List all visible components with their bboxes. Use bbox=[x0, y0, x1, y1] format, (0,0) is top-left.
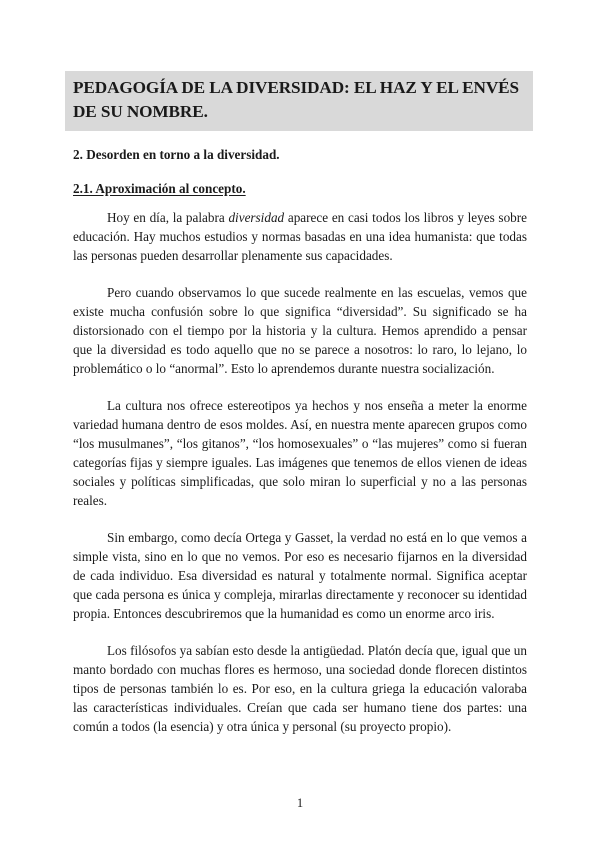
paragraph: Los filósofos ya sabían esto desde la antigüedad. Platón decía que, igual que un manto bordado con muchas flores es hermoso, una sociedad donde florecen distintos tipos de personas también lo es. Por eso, en la cultura griega la educación valoraba las características individuales. Creían que cada ser humano tiene dos partes: una común a todos (la esencia) y otra única y personal (su proyecto propio). bbox=[73, 643, 527, 734]
page-number: 1 bbox=[296, 796, 304, 810]
paragraph-text: Hoy en día, la palabra bbox=[107, 210, 229, 225]
subsection-heading: 2.1. Aproximación al concepto. bbox=[73, 181, 246, 196]
paragraph: Sin embargo, como decía Ortega y Gasset, la verdad no está en lo que vemos a simple vista, sino en lo que no vemos. Por eso es necesario fijarnos en la diversidad de cada individuo. Esa diversidad es natural y totalmente normal. Significa aceptar que cada persona es única y compleja, mirarlas directamente y reconocer su identidad propia. Entonces descubriremos que la humanidad es como un enorme arco iris. bbox=[73, 530, 527, 621]
paragraph-text: aparece en casi todos los libros y leyes sobre educación. Hay muchos estudios y normas basadas en una idea humanista: que todas las personas pueden desarrollar plenamente sus capacidades. bbox=[73, 210, 528, 263]
title-banner bbox=[65, 71, 533, 131]
emphasized-term: diversidad bbox=[228, 210, 285, 225]
paragraph: La cultura nos ofrece estereotipos ya hechos y nos enseña a meter la enorme variedad humana dentro de esos moldes. Así, en nuestra mente aparecen grupos como “los musulmanes”, “los gitanos”, “los homosexuales” o “las mujeres” como si fueran categorías fijas y siempre iguales. Las imágenes que tenemos de ellos vienen de ideas sociales y políticas simplificadas, que solo miran lo superficial y no a las personas reales. bbox=[73, 398, 527, 508]
paragraph bbox=[73, 208, 527, 265]
document-title: PEDAGOGÍA DE LA DIVERSIDAD: EL HAZ Y EL ENVÉS DE SU NOMBRE. bbox=[73, 78, 519, 121]
document-body bbox=[73, 208, 527, 754]
section-heading: 2. Desorden en torno a la diversidad. bbox=[73, 147, 280, 162]
paragraph: Pero cuando observamos lo que sucede realmente en las escuelas, vemos que existe mucha confusión sobre lo que significa “diversidad”. Su significado se ha distorsionado con el tiempo por la historia y la cultura. Hemos aprendido a pensar que la diversidad es todo aquello que no se parece a nosotros: lo raro, lo lejano, lo problemático o lo “anormal”. Esto lo aprendemos durante nuestra socialización. bbox=[73, 285, 527, 376]
